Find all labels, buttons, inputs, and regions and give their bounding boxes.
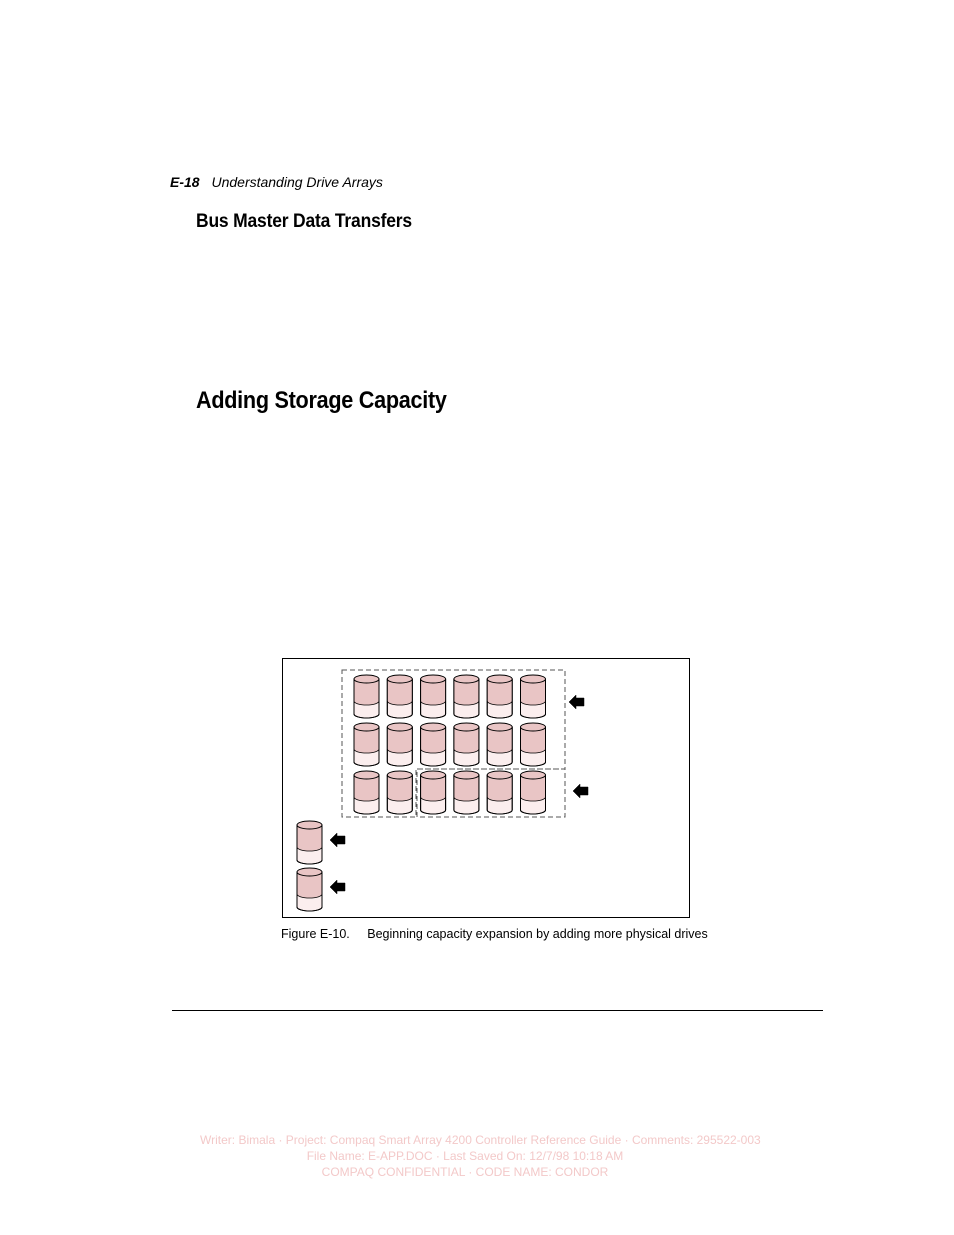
drive-icon [297,821,322,864]
page-number: E-18 [170,174,200,190]
drive-icon [387,771,412,814]
figure-number: Figure E-10. [281,927,350,941]
heading-adding-capacity: Adding Storage Capacity [196,387,447,414]
drive-icon [521,771,546,814]
drive-icon [487,771,512,814]
drive-icon [421,723,446,766]
footer-line: Writer: Bimala · Project: Compaq Smart Array 4200 Controller Reference Guide · Comments: 295522-003 [200,1133,761,1147]
drive-icon [354,675,379,718]
drive-icon [454,675,479,718]
figure-caption-text: Beginning capacity expansion by adding more physical drives [367,927,708,941]
drive-icon [487,675,512,718]
drive-icon [487,723,512,766]
drive-array-diagram [283,659,691,919]
drive-icon [454,723,479,766]
heading-bus-master: Bus Master Data Transfers [196,211,412,232]
arrow-icon [573,784,588,798]
drive-icon [454,771,479,814]
drive-icon [297,868,322,911]
drive-icon [421,675,446,718]
bottom-rule [172,1010,823,1011]
arrow-icon [330,880,345,894]
figure-e10 [282,658,690,918]
footer-line: COMPAQ CONFIDENTIAL · CODE NAME: CONDOR [321,1165,609,1179]
figure-caption [281,927,708,941]
drive-icon [354,723,379,766]
arrow-icon [569,695,584,709]
footer-line: File Name: E-APP.DOC · Last Saved On: 12/7/98 10:18 AM [306,1149,624,1163]
running-head [170,174,383,190]
drive-icon [387,675,412,718]
arrow-icon [330,833,345,847]
drive-icon [354,771,379,814]
footer-watermark [200,1132,761,1180]
drive-icon [421,771,446,814]
drive-icon [521,723,546,766]
drive-icon [387,723,412,766]
drive-icon [521,675,546,718]
chapter-title: Understanding Drive Arrays [211,174,383,190]
